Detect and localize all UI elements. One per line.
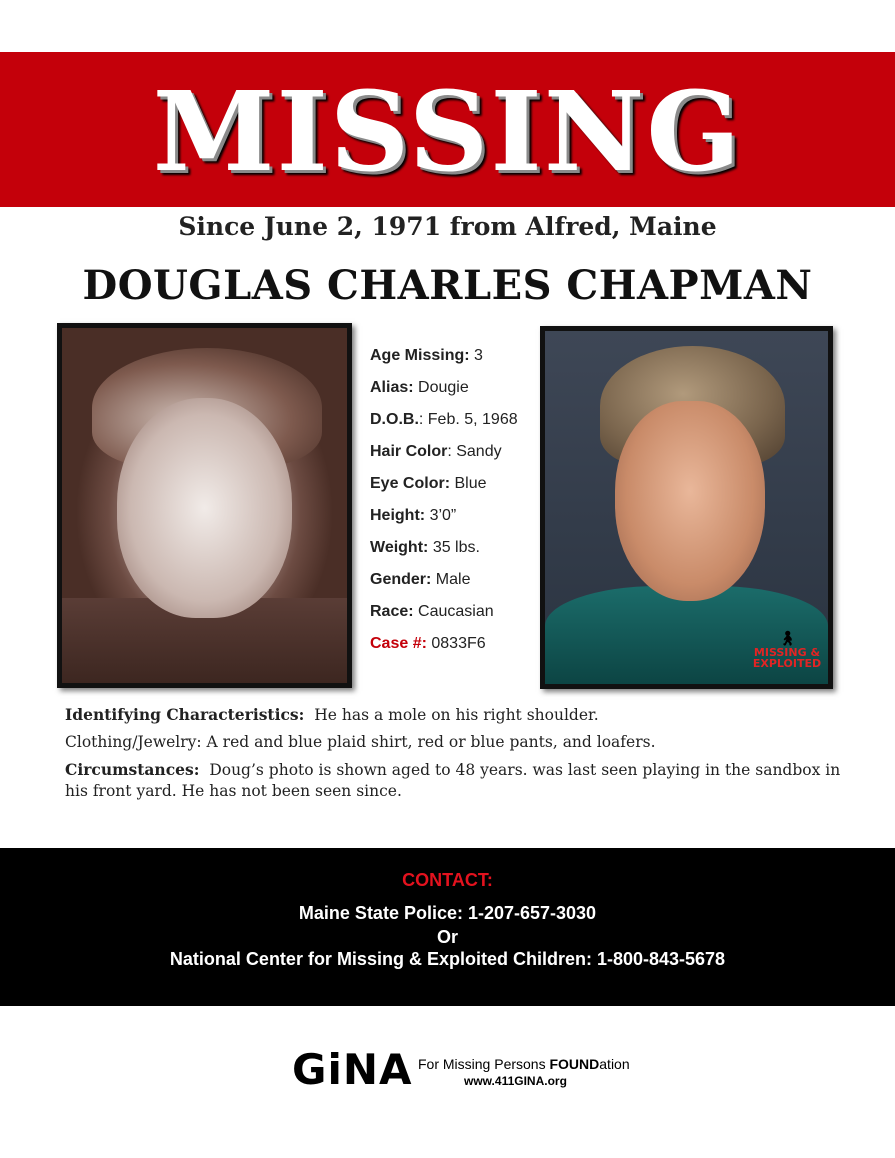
circumstances-label: Circumstances: <box>65 760 200 779</box>
identifying-text: He has a mole on his right shoulder. <box>314 706 599 724</box>
detail-age-missing <box>370 345 535 377</box>
detail-hair-color <box>370 441 535 473</box>
detail-label: Height: <box>370 507 426 524</box>
watermark-line2: EXPLOITED <box>752 657 822 670</box>
detail-gender <box>370 569 535 601</box>
missing-since-line: Since June 2, 1971 from Alfred, Maine <box>178 212 717 241</box>
detail-height <box>370 505 535 537</box>
tagline-found: FOUND <box>549 1056 600 1072</box>
ncmec-watermark <box>747 631 827 669</box>
contact-panel <box>0 848 895 1006</box>
gina-url: www.411GINA.org <box>464 1074 567 1088</box>
age-progressed-photo-face <box>615 401 765 601</box>
detail-value: Male <box>435 571 471 588</box>
detail-dob <box>370 409 535 441</box>
childhood-photo-face <box>117 398 292 618</box>
gina-tagline <box>418 1056 630 1072</box>
identifying-characteristics <box>65 704 845 726</box>
contact-ncmec: National Center for Missing & Exploited Children: 1-800-843-5678 <box>169 949 726 969</box>
detail-case-number <box>370 633 535 665</box>
detail-label: Weight: <box>370 539 429 556</box>
detail-label: Age Missing: <box>370 347 470 364</box>
gina-logo-word: GiNA <box>292 1045 413 1094</box>
clothing-text: Clothing/Jewelry: A red and blue plaid shirt, red or blue pants, and loafers. <box>65 733 656 751</box>
detail-value: Blue <box>454 475 487 492</box>
detail-label: Eye Color: <box>370 475 451 492</box>
detail-value: Dougie <box>418 379 469 396</box>
circumstances <box>65 759 845 802</box>
detail-value: 3’0” <box>429 507 457 524</box>
identifying-label: Identifying Characteristics: <box>65 705 305 724</box>
contact-heading: CONTACT: <box>402 870 493 890</box>
detail-alias <box>370 377 535 409</box>
missing-person-name: DOUGLAS CHARLES CHAPMAN <box>82 262 813 309</box>
childhood-photo <box>57 323 352 688</box>
detail-label: D.O.B. <box>370 411 419 428</box>
tagline-prefix: For Missing Persons <box>418 1056 550 1072</box>
watermark-line1: MISSING & <box>753 646 821 659</box>
ncmec-figures-icon: 🚶︎ <box>778 631 796 647</box>
detail-value: Caucasian <box>418 603 494 620</box>
detail-label: Race: <box>370 603 414 620</box>
gina-foundation-logo <box>292 1046 632 1096</box>
detail-label: Case #: <box>370 635 427 652</box>
missing-banner <box>0 52 895 207</box>
detail-weight <box>370 537 535 569</box>
contact-or: Or <box>436 927 458 947</box>
banner-title: MISSING <box>152 67 743 196</box>
detail-value: : Sandy <box>447 443 502 460</box>
detail-eye-color <box>370 473 535 505</box>
clothing-jewelry <box>65 732 845 753</box>
details-list <box>370 345 535 665</box>
detail-label: Gender: <box>370 571 432 588</box>
detail-value: : Feb. 5, 1968 <box>418 411 518 428</box>
detail-race <box>370 601 535 633</box>
circumstances-text: Doug’s photo is shown aged to 48 years. was last seen playing in the sandbox in his front yard. He has not been seen since. <box>65 761 841 800</box>
tagline-suffix: ation <box>599 1056 630 1072</box>
detail-value: 35 lbs. <box>432 539 480 556</box>
detail-label: Alias: <box>370 379 414 396</box>
detail-value: 3 <box>474 347 483 364</box>
detail-value: 0833F6 <box>431 635 486 652</box>
contact-state-police: Maine State Police: 1-207-657-3030 <box>298 903 597 923</box>
age-progressed-photo <box>540 326 833 689</box>
detail-label: Hair Color <box>370 443 448 460</box>
